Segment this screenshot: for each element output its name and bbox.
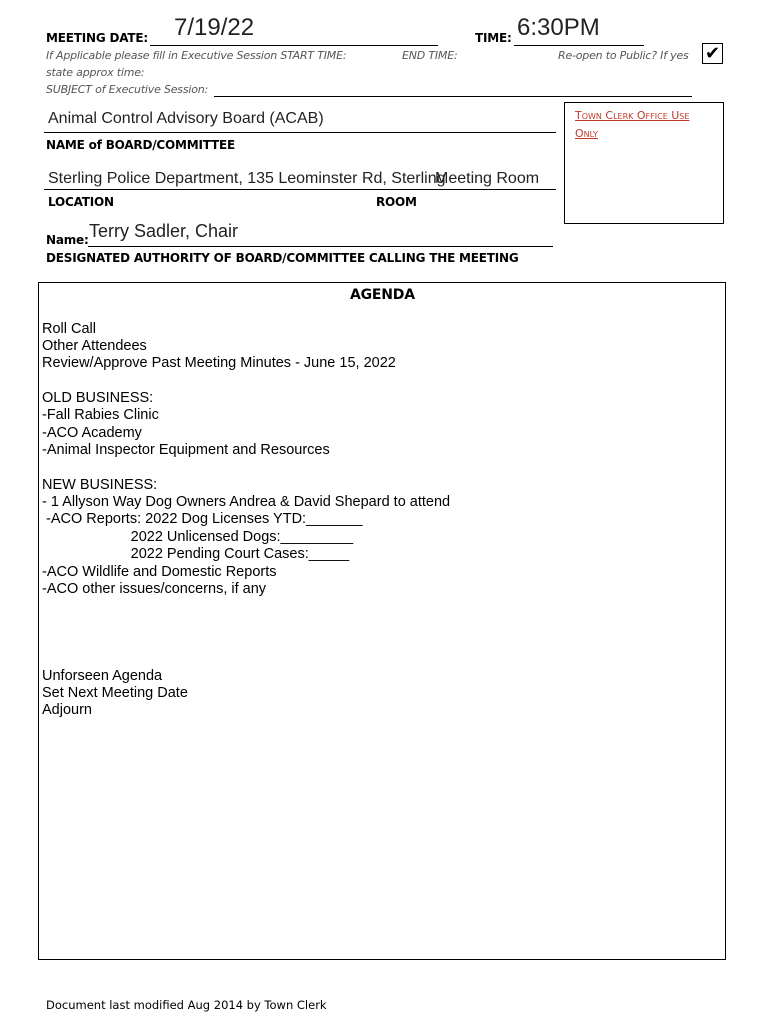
time-value[interactable]: 6:30PM bbox=[517, 14, 600, 41]
agenda-item: OLD BUSINESS: bbox=[42, 390, 154, 406]
agenda-item: -ACO other issues/concerns, if any bbox=[42, 581, 267, 597]
town-clerk-line1: Town Clerk Office Use bbox=[575, 109, 690, 122]
location-line bbox=[44, 189, 556, 190]
agenda-item: 2022 Unlicensed Dogs:_________ bbox=[42, 529, 354, 545]
agenda-item: Other Attendees bbox=[42, 338, 147, 354]
agenda-item: Set Next Meeting Date bbox=[42, 685, 188, 701]
agenda-item: 2022 Pending Court Cases:_____ bbox=[42, 546, 350, 562]
footer-text: Document last modified Aug 2014 by Town Clerk bbox=[46, 998, 327, 1012]
agenda-item: -ACO Academy bbox=[42, 425, 142, 441]
town-clerk-line2: Only bbox=[575, 127, 598, 140]
board-name-value[interactable]: Animal Control Advisory Board (ACAB) bbox=[48, 110, 324, 127]
time-underline bbox=[514, 45, 644, 46]
room-value[interactable]: Meeting Room bbox=[435, 170, 540, 187]
agenda-item: NEW BUSINESS: bbox=[42, 477, 158, 493]
agenda-item: -ACO Reports: 2022 Dog Licenses YTD:_______ bbox=[42, 511, 363, 527]
subject-exec-underline bbox=[214, 96, 692, 97]
agenda-item: -ACO Wildlife and Domestic Reports bbox=[42, 564, 277, 580]
agenda-title: AGENDA bbox=[350, 287, 415, 303]
agenda-item: Review/Approve Past Meeting Minutes - June 15, 2022 bbox=[42, 355, 396, 371]
board-name-label: NAME of BOARD/COMMITTEE bbox=[46, 138, 235, 152]
authority-label: DESIGNATED AUTHORITY OF BOARD/COMMITTEE CALLING THE MEETING bbox=[46, 251, 519, 265]
location-value[interactable]: Sterling Police Department, 135 Leominster Rd, Sterling bbox=[48, 170, 446, 187]
agenda-item: Adjourn bbox=[42, 702, 92, 718]
chair-line bbox=[88, 246, 553, 247]
reopen-checkbox[interactable] bbox=[702, 43, 723, 64]
name-field-label: Name: bbox=[46, 233, 89, 247]
subject-exec-text: SUBJECT of Executive Session: bbox=[46, 83, 209, 96]
agenda-item: Unforseen Agenda bbox=[42, 668, 163, 684]
chair-value[interactable]: Terry Sadler, Chair bbox=[89, 221, 239, 241]
meeting-date-underline bbox=[150, 45, 438, 46]
town-clerk-box bbox=[564, 102, 724, 224]
state-approx-text: state approx time: bbox=[46, 66, 145, 79]
meeting-date-value[interactable]: 7/19/22 bbox=[174, 14, 255, 41]
board-name-line bbox=[44, 132, 556, 133]
room-label: ROOM bbox=[376, 195, 417, 209]
end-time-label: END TIME: bbox=[402, 49, 458, 62]
time-label: TIME: bbox=[475, 31, 512, 45]
agenda-item: -Fall Rabies Clinic bbox=[42, 407, 159, 423]
agenda-item: Roll Call bbox=[42, 321, 96, 337]
reopen-text: Re-open to Public? If yes bbox=[558, 49, 689, 62]
agenda-box bbox=[38, 282, 726, 960]
checkmark-icon: ✔ bbox=[704, 43, 721, 64]
agenda-item: -Animal Inspector Equipment and Resources bbox=[42, 442, 330, 458]
exec-session-text: If Applicable please fill in Executive Session START TIME: bbox=[46, 49, 347, 62]
agenda-item: - 1 Allyson Way Dog Owners Andrea & David Shepard to attend bbox=[42, 494, 451, 510]
meeting-date-label: MEETING DATE: bbox=[46, 31, 148, 45]
location-label: LOCATION bbox=[48, 195, 114, 209]
